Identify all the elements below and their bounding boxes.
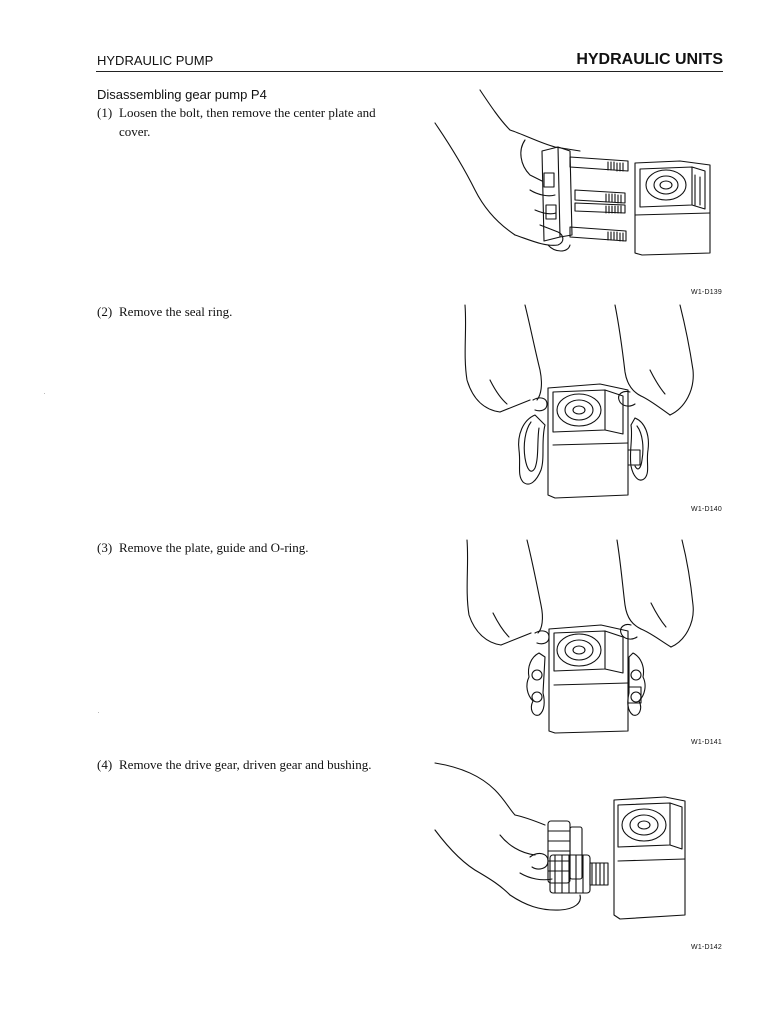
figure-1-code: W1-D139 [691,289,722,296]
header-chapter: HYDRAULIC UNITS [576,51,723,68]
figure-3-illustration [445,535,715,740]
step-1-text: Loosen the bolt, then remove the center plate and [119,105,376,120]
step-4-text: Remove the drive gear, driven gear and bushing. [119,757,372,772]
figure-2-code: W1-D140 [691,506,722,513]
step-1-text-cont: cover. [119,124,151,139]
section-title: Disassembling gear pump P4 [97,87,267,102]
step-2 [97,302,232,321]
scan-speck [98,712,99,713]
figure-4-code: W1-D142 [691,944,722,951]
step-1 [97,103,376,141]
step-4-number: (4) [97,757,113,772]
header-rule [96,71,723,72]
figure-1-illustration [430,85,730,265]
header-section: HYDRAULIC PUMP [97,53,214,68]
step-2-text: Remove the seal ring. [119,304,233,319]
step-1-number: (1) [97,105,113,120]
step-3-text: Remove the plate, guide and O-ring. [119,540,309,555]
step-4 [97,755,372,774]
scan-speck [44,393,45,394]
step-2-number: (2) [97,304,113,319]
step-3-number: (3) [97,540,113,555]
figure-3-code: W1-D141 [691,739,722,746]
step-3 [97,538,309,557]
figure-4-illustration [430,755,720,935]
figure-2-illustration [445,300,715,505]
